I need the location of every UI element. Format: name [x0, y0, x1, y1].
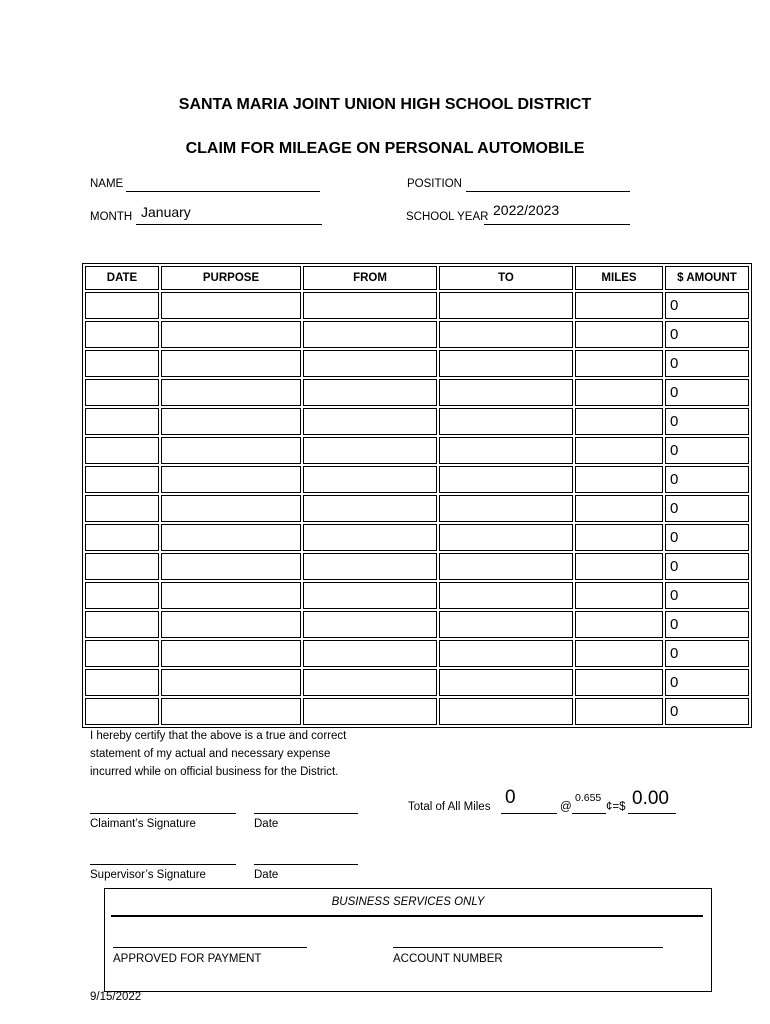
cell-amount[interactable]: 0: [665, 524, 749, 551]
cell-from[interactable]: [303, 640, 437, 667]
cell-to[interactable]: [439, 553, 573, 580]
cell-amount[interactable]: 0: [665, 669, 749, 696]
school-year-field[interactable]: [484, 224, 630, 225]
cell-from[interactable]: [303, 437, 437, 464]
supervisor-date-field[interactable]: [254, 864, 358, 865]
school-year-value: 2022/2023: [493, 202, 560, 218]
district-title: SANTA MARIA JOINT UNION HIGH SCHOOL DISTRICT: [178, 96, 592, 113]
cell-date[interactable]: [85, 350, 159, 377]
cell-from[interactable]: [303, 553, 437, 580]
cell-amount[interactable]: 0: [665, 582, 749, 609]
cell-miles[interactable]: [575, 553, 663, 580]
cell-purpose[interactable]: [161, 611, 301, 638]
cell-to[interactable]: [439, 495, 573, 522]
table-row: [85, 611, 749, 638]
approved-for-payment-label: APPROVED FOR PAYMENT: [113, 953, 262, 965]
cell-from[interactable]: [303, 292, 437, 319]
cell-miles[interactable]: [575, 379, 663, 406]
cents-equals: ¢=$: [606, 801, 626, 813]
school-year-label: SCHOOL YEAR: [406, 211, 489, 223]
table-row: [85, 669, 749, 696]
cell-date[interactable]: [85, 466, 159, 493]
cell-date[interactable]: [85, 292, 159, 319]
cell-miles[interactable]: [575, 437, 663, 464]
month-value: January: [141, 204, 191, 220]
cell-date[interactable]: [85, 669, 159, 696]
name-field[interactable]: [126, 191, 320, 192]
cell-to[interactable]: [439, 321, 573, 348]
cell-to[interactable]: [439, 698, 573, 725]
column-header-from: FROM: [303, 266, 437, 290]
cell-date[interactable]: [85, 408, 159, 435]
cell-amount[interactable]: 0: [665, 321, 749, 348]
cell-date[interactable]: [85, 524, 159, 551]
cell-amount[interactable]: 0: [665, 640, 749, 667]
cell-purpose[interactable]: [161, 292, 301, 319]
cell-to[interactable]: [439, 524, 573, 551]
cell-from[interactable]: [303, 495, 437, 522]
certification-line-1: I hereby certify that the above is a true and correct: [90, 730, 347, 742]
cell-from[interactable]: [303, 582, 437, 609]
total-miles-field[interactable]: [501, 813, 557, 814]
cell-date[interactable]: [85, 437, 159, 464]
cell-amount[interactable]: 0: [665, 292, 749, 319]
cell-to[interactable]: [439, 611, 573, 638]
month-label: MONTH: [90, 211, 133, 223]
cell-miles[interactable]: [575, 640, 663, 667]
cell-amount[interactable]: 0: [665, 408, 749, 435]
table-header-row: [85, 266, 749, 290]
cell-miles[interactable]: [575, 408, 663, 435]
cell-amount[interactable]: 0: [665, 495, 749, 522]
approved-for-payment-field[interactable]: [113, 947, 307, 948]
cell-miles[interactable]: [575, 292, 663, 319]
month-field[interactable]: [136, 224, 322, 225]
cell-purpose[interactable]: [161, 495, 301, 522]
claimant-signature-field[interactable]: [90, 813, 236, 814]
table-row: [85, 553, 749, 580]
cell-purpose[interactable]: [161, 698, 301, 725]
mileage-table: [82, 263, 752, 728]
total-miles-label: Total of All Miles: [408, 801, 491, 813]
claimant-date-field[interactable]: [254, 813, 358, 814]
rate-value: 0.655: [575, 792, 602, 804]
cell-miles[interactable]: [575, 698, 663, 725]
cell-purpose[interactable]: [161, 321, 301, 348]
cell-from[interactable]: [303, 669, 437, 696]
cell-miles[interactable]: [575, 466, 663, 493]
cell-from[interactable]: [303, 379, 437, 406]
table-row: [85, 495, 749, 522]
business-services-divider: [111, 915, 703, 917]
cell-miles[interactable]: [575, 350, 663, 377]
cell-purpose[interactable]: [161, 640, 301, 667]
claimant-signature-label: Claimant’s Signature: [90, 818, 196, 830]
certification-line-3: incurred while on official business for the District.: [90, 766, 339, 778]
cell-miles[interactable]: [575, 582, 663, 609]
name-label: NAME: [90, 178, 124, 190]
table-row: [85, 408, 749, 435]
table-row: [85, 437, 749, 464]
column-header-date: DATE: [85, 266, 159, 290]
table-row: [85, 466, 749, 493]
cell-purpose[interactable]: [161, 350, 301, 377]
column-header-miles: MILES: [575, 266, 663, 290]
table-row: [85, 582, 749, 609]
table-row: [85, 350, 749, 377]
cell-to[interactable]: [439, 582, 573, 609]
cell-purpose[interactable]: [161, 437, 301, 464]
cell-amount[interactable]: 0: [665, 553, 749, 580]
cell-miles[interactable]: [575, 669, 663, 696]
cell-date[interactable]: [85, 321, 159, 348]
cell-miles[interactable]: [575, 495, 663, 522]
table-row: [85, 698, 749, 725]
account-number-field[interactable]: [393, 947, 663, 948]
cell-amount[interactable]: 0: [665, 379, 749, 406]
claimant-date-label: Date: [254, 818, 279, 830]
cell-amount[interactable]: 0: [665, 466, 749, 493]
supervisor-date-label: Date: [254, 869, 279, 881]
cell-date[interactable]: [85, 553, 159, 580]
cell-to[interactable]: [439, 350, 573, 377]
cell-amount[interactable]: 0: [665, 698, 749, 725]
cell-date[interactable]: [85, 698, 159, 725]
cell-amount[interactable]: 0: [665, 611, 749, 638]
position-field[interactable]: [466, 191, 630, 192]
cell-to[interactable]: [439, 292, 573, 319]
column-header-to: TO: [439, 266, 573, 290]
total-miles-value: 0: [505, 787, 516, 808]
cell-purpose[interactable]: [161, 466, 301, 493]
cell-amount[interactable]: 0: [665, 350, 749, 377]
cell-from[interactable]: [303, 321, 437, 348]
cell-from[interactable]: [303, 466, 437, 493]
cell-purpose[interactable]: [161, 553, 301, 580]
position-label: POSITION: [407, 178, 462, 190]
cell-purpose[interactable]: [161, 379, 301, 406]
column-header-amount: $ AMOUNT: [665, 266, 749, 290]
cell-date[interactable]: [85, 379, 159, 406]
form-title: CLAIM FOR MILEAGE ON PERSONAL AUTOMOBILE: [185, 140, 585, 157]
table-row: [85, 379, 749, 406]
cell-from[interactable]: [303, 611, 437, 638]
business-services-header: BUSINESS SERVICES ONLY: [331, 896, 485, 908]
cell-to[interactable]: [439, 379, 573, 406]
cell-miles[interactable]: [575, 321, 663, 348]
cell-miles[interactable]: [575, 611, 663, 638]
table-row: [85, 321, 749, 348]
cell-purpose[interactable]: [161, 408, 301, 435]
cell-purpose[interactable]: [161, 524, 301, 551]
cell-to[interactable]: [439, 640, 573, 667]
cell-purpose[interactable]: [161, 669, 301, 696]
column-header-purpose: PURPOSE: [161, 266, 301, 290]
at-sign: @: [560, 801, 572, 813]
rate-field[interactable]: [572, 813, 606, 814]
table-row: [85, 292, 749, 319]
cell-date[interactable]: [85, 582, 159, 609]
cell-to[interactable]: [439, 669, 573, 696]
cell-from[interactable]: [303, 698, 437, 725]
cell-date[interactable]: [85, 495, 159, 522]
cell-to[interactable]: [439, 408, 573, 435]
revision-date: 9/15/2022: [90, 991, 142, 1003]
table-row: [85, 524, 749, 551]
cell-date[interactable]: [85, 611, 159, 638]
supervisor-signature-label: Supervisor’s Signature: [90, 869, 206, 881]
cell-miles[interactable]: [575, 524, 663, 551]
cell-amount[interactable]: 0: [665, 437, 749, 464]
cell-to[interactable]: [439, 437, 573, 464]
total-amount-value: 0.00: [632, 788, 669, 809]
cell-from[interactable]: [303, 524, 437, 551]
total-amount-field[interactable]: [628, 813, 676, 814]
cell-from[interactable]: [303, 408, 437, 435]
cell-date[interactable]: [85, 640, 159, 667]
business-services-box: [104, 888, 712, 992]
account-number-label: ACCOUNT NUMBER: [393, 953, 503, 965]
certification-line-2: statement of my actual and necessary expense: [90, 748, 331, 760]
table-row: [85, 640, 749, 667]
cell-to[interactable]: [439, 466, 573, 493]
cell-purpose[interactable]: [161, 582, 301, 609]
supervisor-signature-field[interactable]: [90, 864, 236, 865]
cell-from[interactable]: [303, 350, 437, 377]
